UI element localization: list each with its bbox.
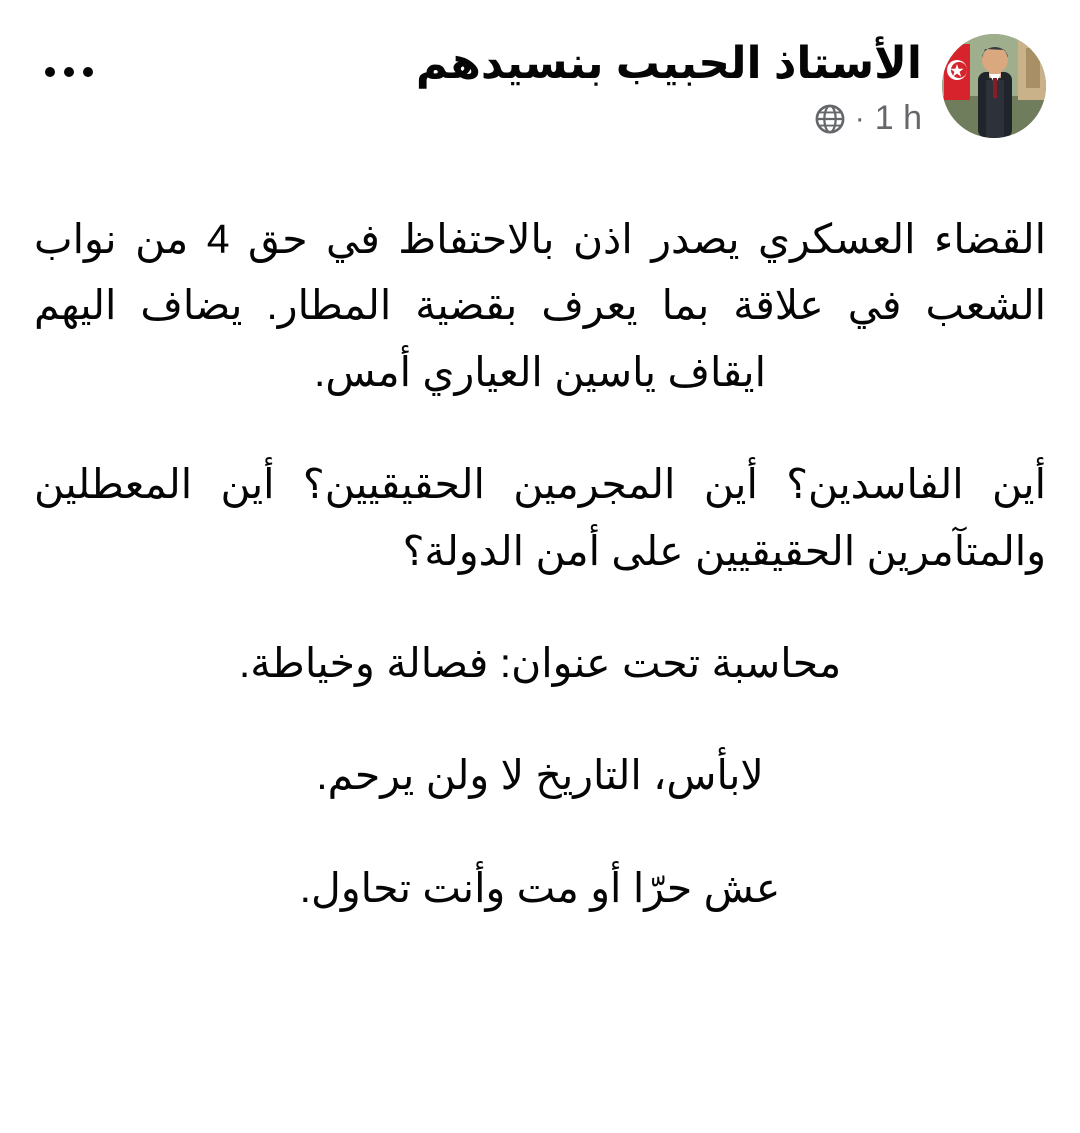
meta-separator: · xyxy=(854,101,865,135)
post-header xyxy=(34,34,1046,154)
post-paragraph: القضاء العسكري يصدر اذن بالاحتفاظ في حق 4 من نواب الشعب في علاقة بما يعرف بقضية المطار. يضاف اليهم ايقاف ياسين العياري أمس. xyxy=(34,216,1046,395)
menu-dot xyxy=(64,67,74,77)
avatar[interactable] xyxy=(942,34,1046,138)
post-paragraph: لابأس، التاريخ لا ولن يرحم. xyxy=(316,752,764,799)
more-options-icon[interactable] xyxy=(34,52,104,92)
post-paragraph: محاسبة تحت عنوان: فصالة وخياطة. xyxy=(238,640,842,687)
post-body xyxy=(34,206,1046,921)
post-meta xyxy=(34,99,922,138)
post-paragraph: عش حرّا أو مت وأنت تحاول. xyxy=(299,864,781,911)
menu-dot xyxy=(83,67,93,77)
author-name[interactable]: الأستاذ الحبيب بنسيدهم xyxy=(415,39,922,88)
globe-icon[interactable] xyxy=(815,104,845,134)
post-header-text xyxy=(34,34,922,138)
post-timestamp[interactable]: 1 h xyxy=(874,99,922,137)
avatar-image xyxy=(942,34,1046,138)
menu-dot xyxy=(45,67,55,77)
post-paragraph: أين الفاسدين؟ أين المجرمين الحقيقيين؟ أين المعطلين والمتآمرين الحقيقيين على أمن الدولة؟ xyxy=(34,461,1046,574)
